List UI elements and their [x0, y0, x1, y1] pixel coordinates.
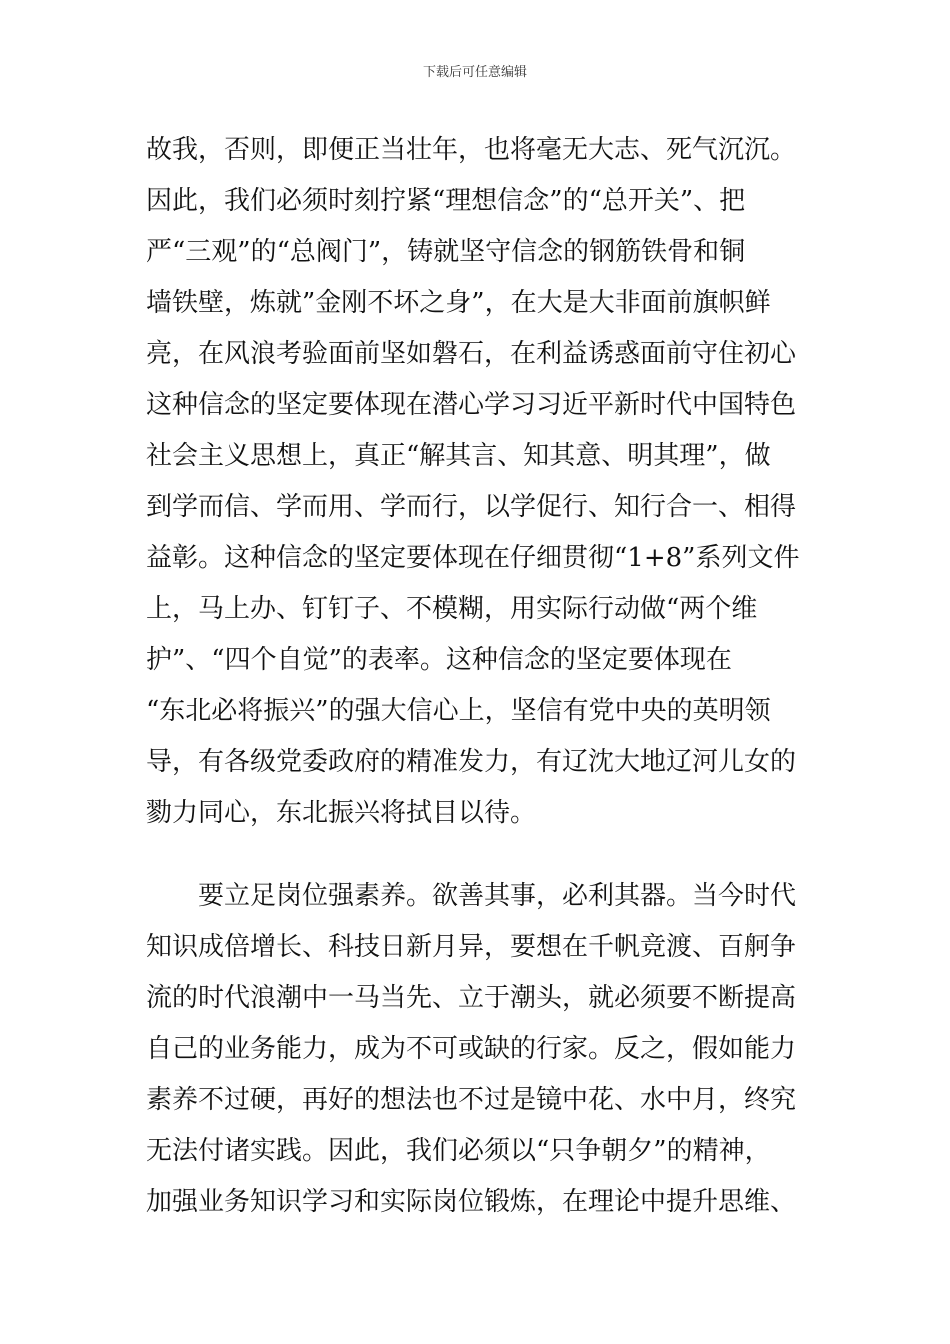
text-line: 严“三观”的“总阀门”，铸就坚守信念的钢筋铁骨和铜 — [146, 237, 746, 267]
text-line: 流的时代浪潮中一马当先、立于潮头，就必须要不断提高 — [146, 983, 797, 1013]
text-line: 自己的业务能力，成为不可或缺的行家。反之，假如能力 — [146, 1034, 797, 1064]
text-line: 导，有各级党委政府的精准发力，有辽沈大地辽河儿女的 — [146, 747, 797, 777]
text-line: 益彰。这种信念的坚定要体现在仔细贯彻“1+8”系列文件 — [146, 543, 800, 573]
text-line: 勠力同心，东北振兴将拭目以待。 — [146, 798, 537, 828]
text-line: “东北必将振兴”的强大信心上，坚信有党中央的英明领 — [146, 696, 771, 726]
text-line: 墙铁壁，炼就”金刚不坏之身”，在大是大非面前旗帜鲜 — [146, 288, 771, 318]
text-line: 到学而信、学而用、学而行，以学促行、知行合一、相得 — [146, 492, 797, 522]
text-line: 上，马上办、钉钉子、不模糊，用实际行动做“两个维 — [146, 594, 758, 624]
text-line: 无法付诸实践。因此，我们必须以“只争朝夕”的精神， — [146, 1136, 771, 1166]
text-line: 知识成倍增长、科技日新月异，要想在千帆竞渡、百舸争 — [146, 932, 797, 962]
page-header: 下载后可任意编辑 — [422, 65, 527, 80]
text-line: 素养不过硬，再好的想法也不过是镜中花、水中月，终究 — [146, 1085, 797, 1115]
text-line: 亮，在风浪考验面前坚如磐石，在利益诱惑面前守住初心 — [146, 339, 797, 369]
text-line: 社会主义思想上，真正“解其言、知其意、明其理”，做 — [146, 441, 771, 471]
text-line: 要立足岗位强素养。欲善其事，必利其器。当今时代 — [198, 881, 797, 911]
text-line: 加强业务知识学习和实际岗位锻炼，在理论中提升思维、 — [146, 1187, 797, 1217]
text-line: 护”、“四个自觉”的表率。这种信念的坚定要体现在 — [146, 645, 732, 675]
text-line: 故我，否则，即便正当壮年，也将毫无大志、死气沉沉。 — [146, 135, 797, 165]
text-line: 这种信念的坚定要体现在潜心学习习近平新时代中国特色 — [146, 390, 797, 420]
text-line: 因此，我们必须时刻拧紧“理想信念”的“总开关”、把 — [146, 186, 746, 216]
